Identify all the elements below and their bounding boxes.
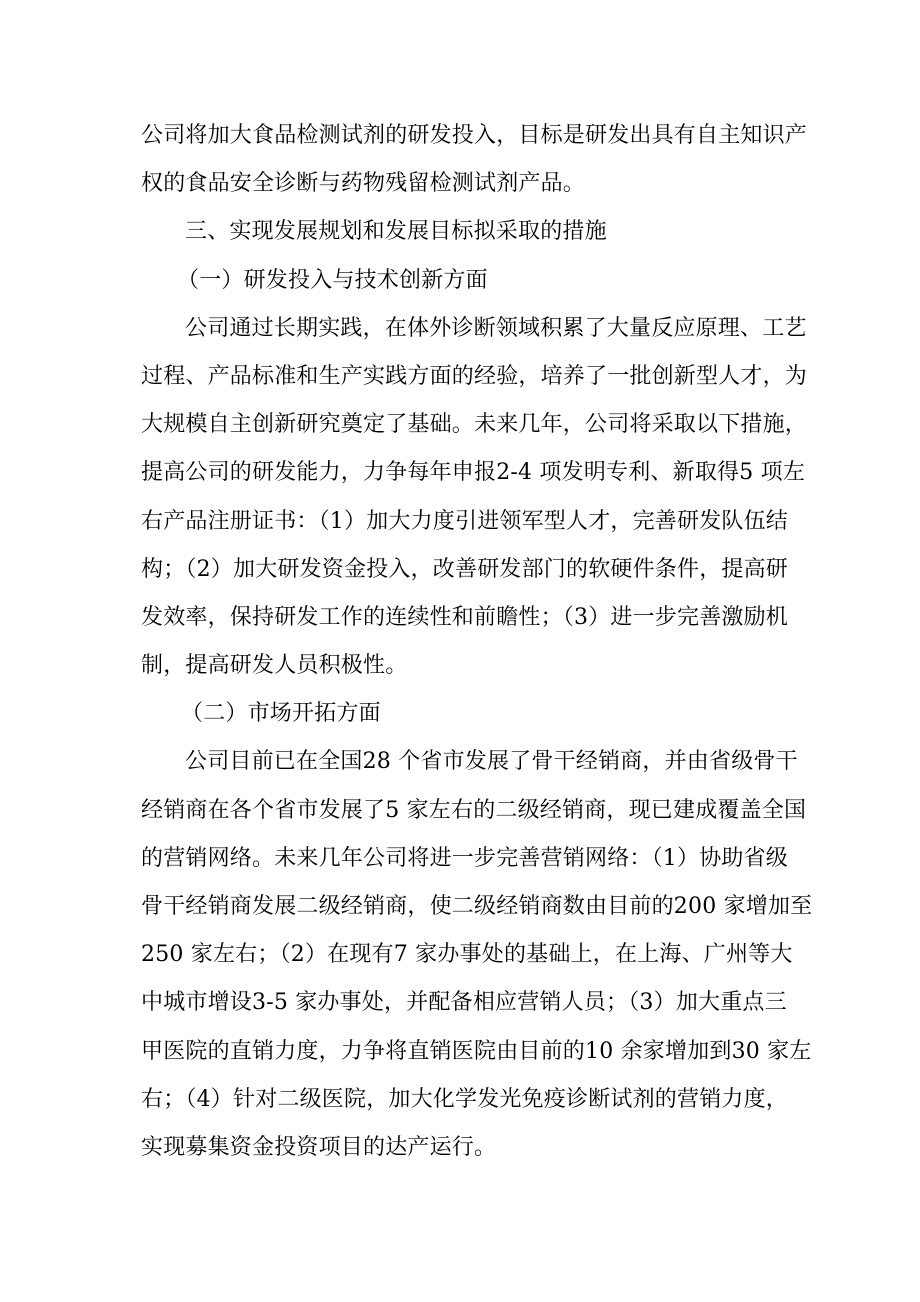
text-line: 发效率，保持研发工作的连续性和前瞻性；（3）进一步完善激励机 bbox=[141, 604, 788, 630]
text-line: 250 家左右；（2）在现有7 家办事处的基础上，在上海、广州等大 bbox=[141, 942, 793, 968]
text-line: 公司通过长期实践，在体外诊断领域积累了大量反应原理、工艺 bbox=[185, 315, 807, 341]
text-line: 实现募集资金投资项目的达产运行。 bbox=[141, 1134, 497, 1160]
subsection-heading: （二）市场开拓方面 bbox=[181, 701, 381, 727]
text-line: 右产品注册证书：（1）加大力度引进领军型人才，完善研发队伍结 bbox=[141, 508, 788, 534]
subsection-heading: （一）研发投入与技术创新方面 bbox=[177, 267, 488, 293]
text-line: 制，提高研发人员积极性。 bbox=[141, 653, 408, 679]
text-line: 的营销网络。未来几年公司将进一步完善营销网络：（1）协助省级 bbox=[141, 845, 788, 871]
text-line: 右；（4）针对二级医院，加大化学发光免疫诊断试剂的营销力度， bbox=[141, 1086, 788, 1112]
text-line: 骨干经销商发展二级经销商，使二级经销商数由目前的200 家增加至 bbox=[141, 894, 813, 919]
text-line: 提高公司的研发能力，力争每年申报2-4 项发明专利、新取得5 项左 bbox=[141, 460, 806, 486]
text-line: 中城市增设3-5 家办事处，并配备相应营销人员；（3）加大重点三 bbox=[141, 990, 787, 1016]
text-line: 甲医院的直销力度，力争将直销医院由目前的10 余家增加到30 家左 bbox=[141, 1038, 812, 1064]
document-body bbox=[141, 112, 813, 1172]
text-line: 构；（2）加大研发资金投入，改善研发部门的软硬件条件，提高研 bbox=[141, 556, 788, 582]
text-line: 过程、产品标准和生产实践方面的经验，培养了一批创新型人才，为 bbox=[141, 363, 808, 389]
text-line: 大规模自主创新研究奠定了基础。未来几年，公司将采取以下措施， bbox=[141, 412, 808, 438]
text-line: 公司将加大食品检测试剂的研发投入，目标是研发出具有自主知识产 bbox=[141, 123, 808, 148]
text-line: 经销商在各个省市发展了5 家左右的二级经销商，现已建成覆盖全国 bbox=[141, 797, 807, 823]
section-heading: 三、实现发展规划和发展目标拟采取的措施 bbox=[185, 219, 607, 245]
text-line: 公司目前已在全国28 个省市发展了骨干经销商，并由省级骨干 bbox=[185, 749, 798, 775]
text-line: 权的食品安全诊断与药物残留检测试剂产品。 bbox=[141, 171, 586, 197]
